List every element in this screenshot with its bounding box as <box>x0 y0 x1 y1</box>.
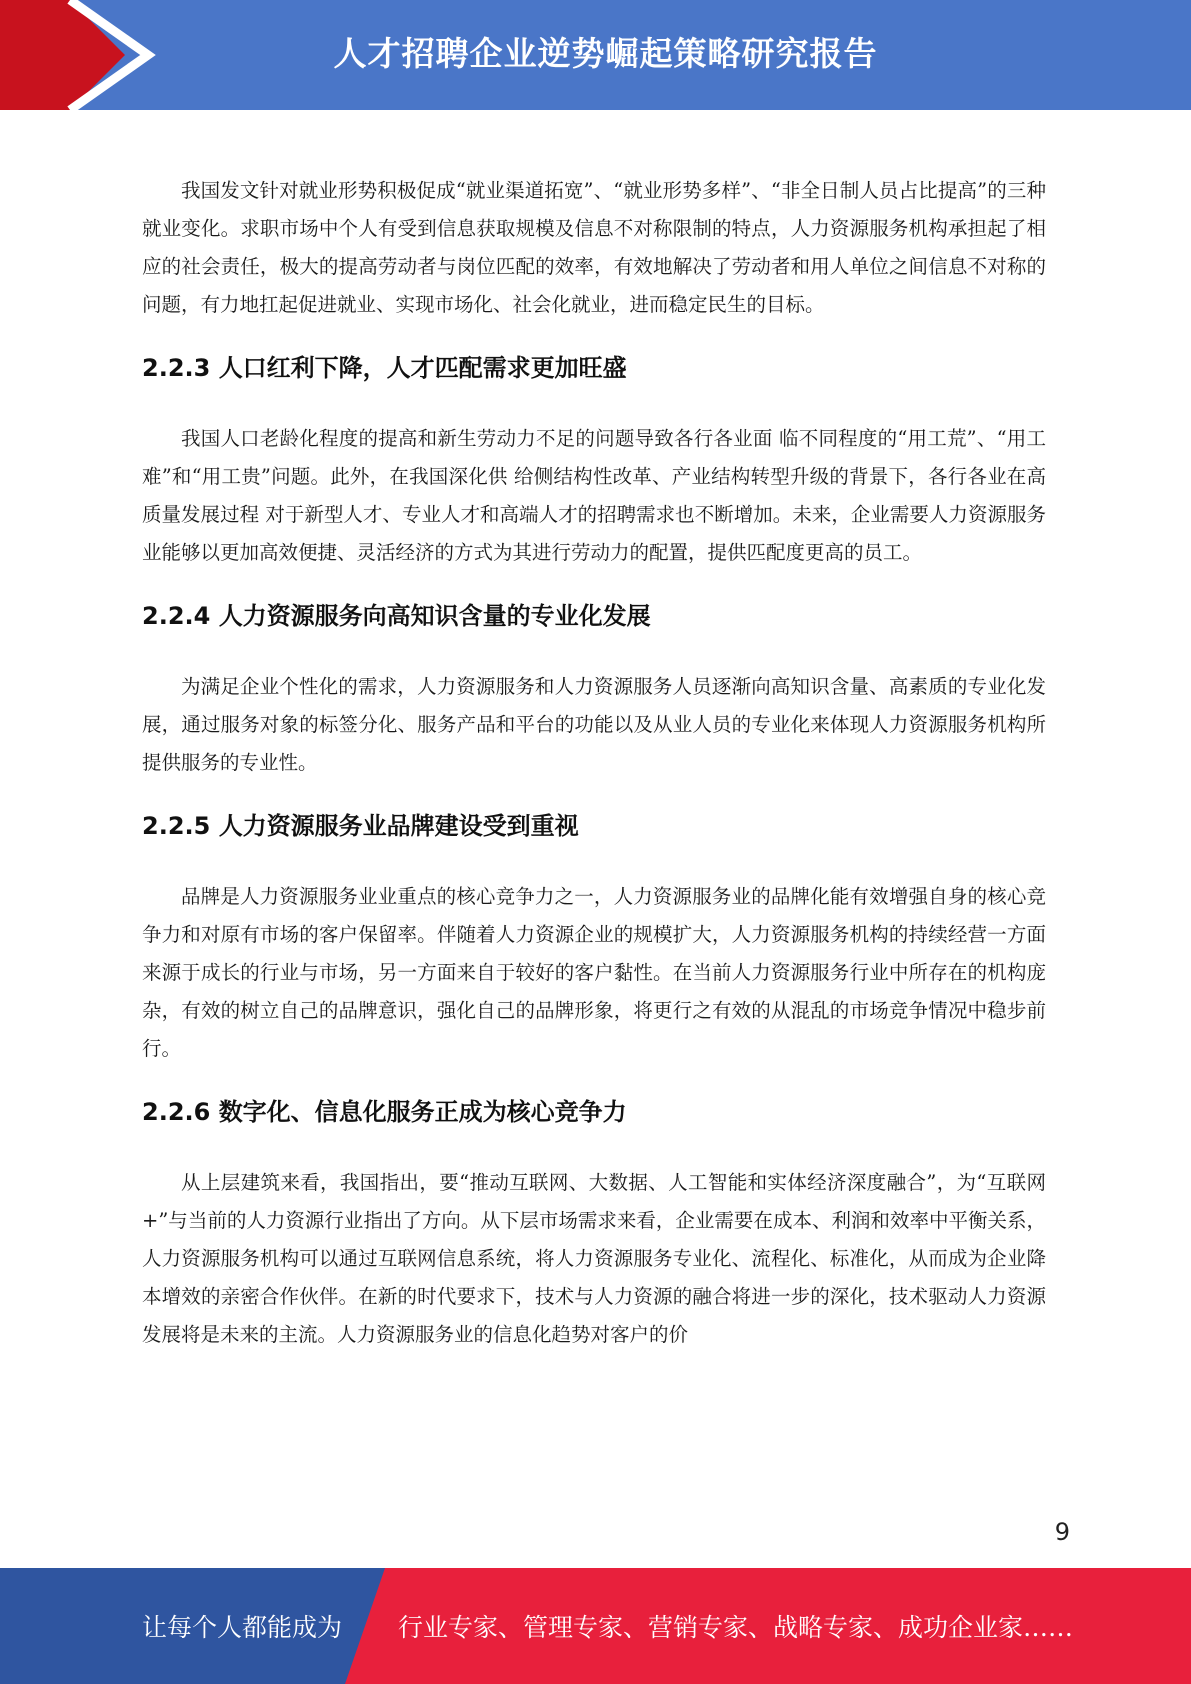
footer-slogan-right: 行业专家、管理专家、营销专家、战略专家、成功企业家…… <box>398 1613 1074 1642</box>
page-footer <box>0 1568 1191 1684</box>
section-paragraph-2-2-6: 从上层建筑来看，我国指出，要“推动互联网、大数据、人工智能和实体经济深度融合”，为“互联网+”与当前的人力资源行业指出了方向。从下层市场需求来看，企业需要在成本、利润和效率中平衡关系，人力资源服务机构可以通过互联网信息系统，将人力资源服务专业化、流程化、标准化，从而成为企业降本增效的亲密合作伙伴。在新的时代要求下，技术与人力资源的融合将进一步的深化，技术驱动人力资源发展将是未来的主流。人力资源服务业的信息化趋势对客户的价 <box>142 1171 1046 1346</box>
footer-slogan-left: 让每个人都能成为 <box>142 1613 343 1642</box>
page-header <box>0 0 1191 110</box>
section-heading-2-2-4: 2.2.4 人力资源服务向高知识含量的专业化发展 <box>142 602 651 630</box>
intro-paragraph: 我国发文针对就业形势积极促成“就业渠道拓宽”、“就业形势多样”、“非全日制人员占比提高”的三种就业变化。求职市场中个人有受到信息获取规模及信息不对称限制的特点，人力资源服务机构承担起了相应的社会责任，极大的提高劳动者与岗位匹配的效率，有效地解决了劳动者和用人单位之间信息不对称的问题，有力地扛起促进就业、实现市场化、社会化就业，进而稳定民生的目标。 <box>142 179 1046 316</box>
section-paragraph-2-2-3: 我国人口老龄化程度的提高和新生劳动力不足的问题导致各行各业面 临不同程度的“用工荒”、“用工难”和“用工贵”问题。此外，在我国深化供 给侧结构性改革、产业结构转型升级的背景下，各行各业在高质量发展过程 对于新型人才、专业人才和高端人才的招聘需求也不断增加。未来，企业需要人力资源服务业能够以更加高效便捷、灵活经济的方式为其进行劳动力的配置，提供匹配度更高的员工。 <box>142 427 1046 564</box>
section-heading-2-2-6: 2.2.6 数字化、信息化服务正成为核心竞争力 <box>142 1098 627 1126</box>
section-heading-2-2-5: 2.2.5 人力资源服务业品牌建设受到重视 <box>142 812 579 840</box>
document-body <box>142 172 1046 1378</box>
report-title: 人才招聘企业逆势崛起策略研究报告 <box>333 34 878 73</box>
section-paragraph-2-2-5: 品牌是人力资源服务业业重点的核心竞争力之一，人力资源服务业的品牌化能有效增强自身的核心竞争力和对原有市场的客户保留率。伴随着人力资源企业的规模扩大，人力资源服务机构的持续经营一方面来源于成长的行业与市场，另一方面来自于较好的客户黏性。在当前人力资源服务行业中所存在的机构庞杂，有效的树立自己的品牌意识，强化自己的品牌形象，将更行之有效的从混乱的市场竞争情况中稳步前行。 <box>142 885 1046 1060</box>
section-paragraph-2-2-4: 为满足企业个性化的需求，人力资源服务和人力资源服务人员逐渐向高知识含量、高素质的专业化发展，通过服务对象的标签分化、服务产品和平台的功能以及从业人员的专业化来体现人力资源服务机构所提供服务的专业性。 <box>142 675 1046 774</box>
section-heading-2-2-3: 2.2.3 人口红利下降，人才匹配需求更加旺盛 <box>142 354 627 382</box>
page-number: 9 <box>1054 1518 1070 1546</box>
